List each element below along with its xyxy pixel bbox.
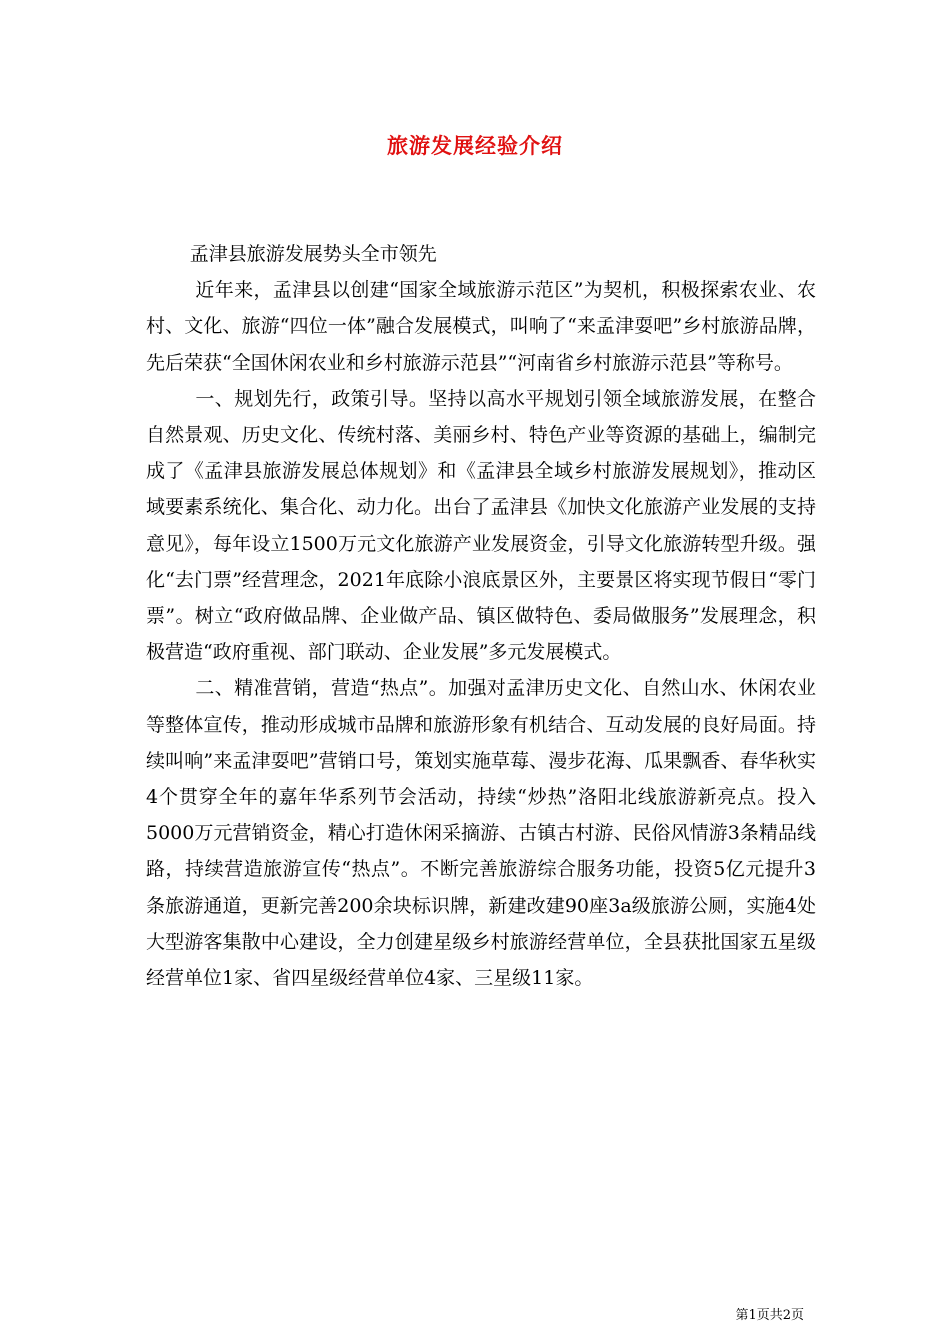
document-title: 旅游发展经验介绍 [387,133,563,158]
intro-paragraph: 近年来，孟津县以创建“国家全域旅游示范区”为契机，积极探索农业、农村、文化、旅游“四位一体”融合发展模式，叫响了“来孟津耍吧”乡村旅游品牌，先后荣获“全国休闲农业和乡村旅游示范县”“河南省乡村旅游示范县”等称号。 [146,279,816,374]
marketing-paragraph: 二、精准营销，营造“热点”。加强对孟津历史文化、自然山水、休闲农业等整体宣传，推动形成城市品牌和旅游形象有机结合、互动发展的良好局面。持续叫响”来孟津耍吧”营销口号，策划实施草莓、漫步花海、瓜果飘香、春华秋实4个贯穿全年的嘉年华系列节会活动，持续“炒热”洛阳北线旅游新亮点。投入5000万元营销资金，精心打造休闲采摘游、古镇古村游、民俗风情游3条精品线路，持续营造旅游宣传“热点”。不断完善旅游综合服务功能，投资5亿元提升3条旅游通道，更新完善200余块标识牌，新建改建90座3a级旅游公厕，实施4处大型游客集散中心建设，全力创建星级乡村旅游经营单位，全县获批国家五星级经营单位1家、省四星级经营单位4家、三星级11家。 [146,677,816,990]
page-number: 第1页共2页 [735,1308,804,1323]
document-body [146,236,816,996]
planning-paragraph: 一、规划先行，政策引导。坚持以高水平规划引领全域旅游发展，在整合自然景观、历史文化、传统村落、美丽乡村、特色产业等资源的基础上，编制完成了《孟津县旅游发展总体规划》和《孟津县全域乡村旅游发展规划》，推动区域要素系统化、集合化、动力化。出台了孟津县《加快文化旅游产业发展的支持意见》，每年设立1500万元文化旅游产业发展资金，引导文化旅游转型升级。强化“去门票”经营理念，2021年底除小浪底景区外，主要景区将实现节假日“零门票”。树立“政府做品牌、企业做产品、镇区做特色、委局做服务”发展理念，积极营造“政府重视、部门联动、企业发展”多元发展模式。 [146,387,816,664]
subtitle-paragraph: 孟津县旅游发展势头全市领先 [189,243,437,265]
